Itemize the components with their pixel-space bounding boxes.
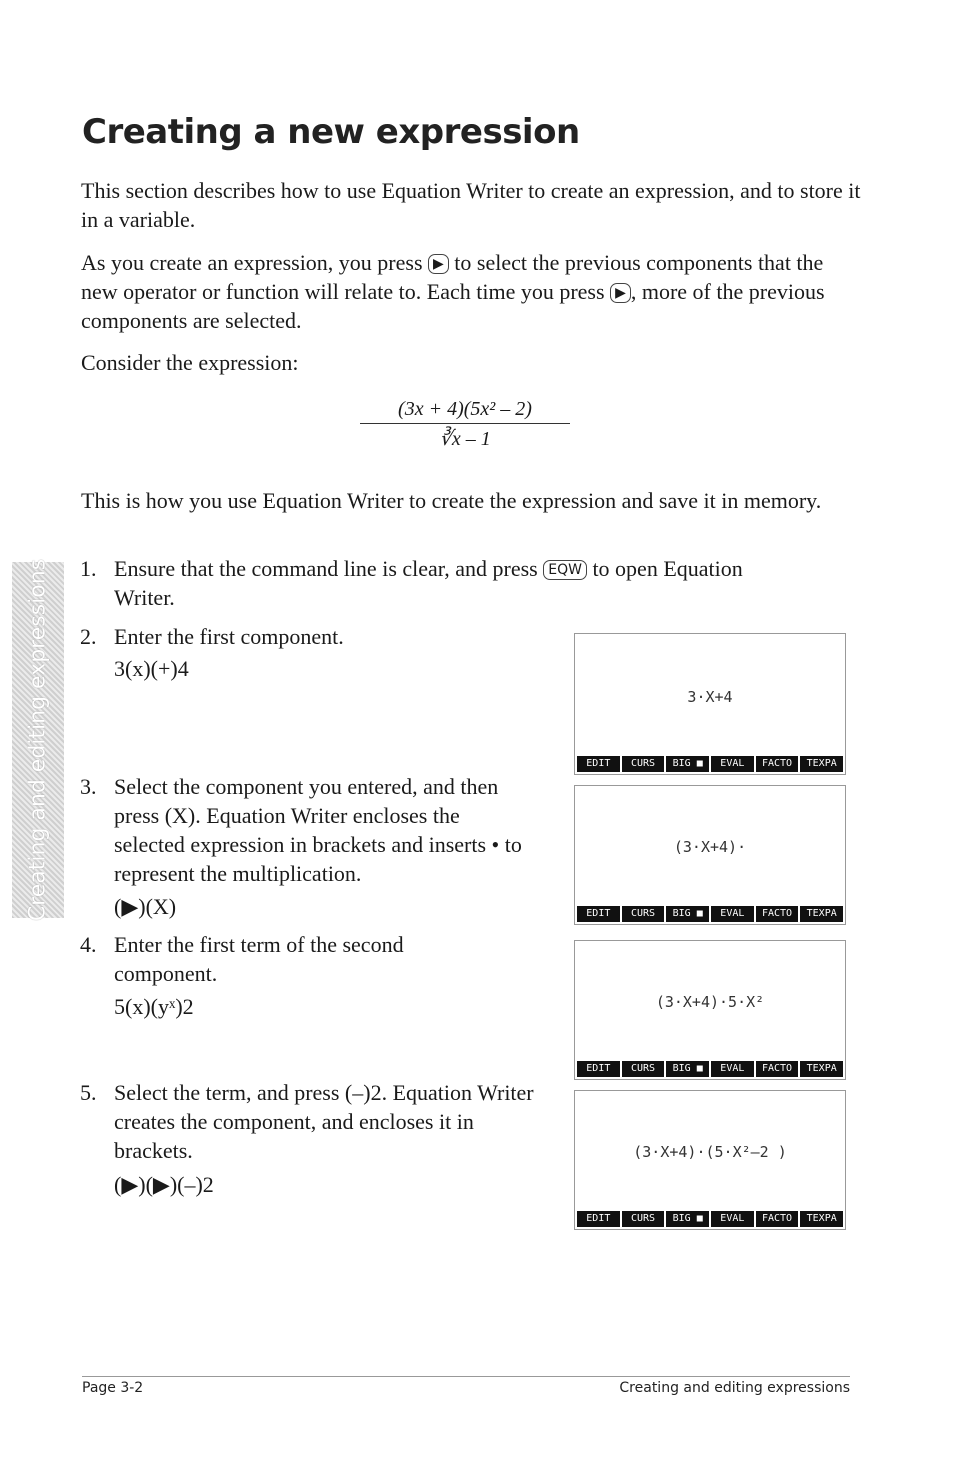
menu-texpa: TEXPA (800, 1211, 843, 1227)
menu-facto: FACTO (756, 756, 799, 772)
side-tab-label: Creating and editing expressions (25, 558, 51, 922)
calculator-screen-3 (574, 940, 846, 1080)
menu-big: BIG ■ (666, 906, 709, 922)
menu-facto: FACTO (756, 1061, 799, 1077)
screen-expression: (3·X+4)·5·X² (655, 993, 765, 1011)
menu-eval: EVAL (711, 1211, 754, 1227)
menu-big: BIG ■ (666, 756, 709, 772)
menu-eval: EVAL (711, 756, 754, 772)
step-2-keystrokes: 3(x)(+)4 (114, 656, 189, 681)
step-2 (80, 622, 540, 651)
step-number: 4. (80, 932, 97, 957)
step-text: Enter the first component. (114, 624, 344, 649)
softkey-menu (577, 1211, 843, 1227)
calculator-screen-1 (574, 633, 846, 775)
menu-big: BIG ■ (666, 1211, 709, 1227)
formula-denominator: ∛x – 1 (439, 428, 491, 450)
right-arrow-key-icon: ▶ (428, 254, 449, 274)
menu-texpa: TEXPA (800, 1061, 843, 1077)
step-number: 2. (80, 624, 97, 649)
para2-after: , more of the previous components are selected. (81, 279, 825, 333)
step-4 (80, 930, 550, 988)
menu-eval: EVAL (711, 906, 754, 922)
chapter-side-tab (12, 558, 64, 922)
step-number: 1. (80, 556, 97, 581)
eqw-key-icon: EQW (543, 560, 587, 580)
step-3-keystrokes: (▶)(X) (114, 894, 177, 919)
right-arrow-key-icon: ▶ (610, 283, 631, 303)
screen-expression: (3·X+4)· (673, 838, 747, 856)
softkey-menu (577, 906, 843, 922)
step-4-keystrokes: 5(x)(yˣ)2 (114, 994, 194, 1019)
step-number: 5. (80, 1080, 97, 1105)
step-number: 3. (80, 774, 97, 799)
howto-paragraph: This is how you use Equation Writer to create the expression and save it in memory. (81, 488, 822, 513)
menu-edit: EDIT (577, 756, 620, 772)
para2-before: As you create an expression, you press (81, 250, 423, 275)
menu-edit: EDIT (577, 1061, 620, 1077)
menu-big: BIG ■ (666, 1061, 709, 1077)
menu-facto: FACTO (756, 906, 799, 922)
menu-texpa: TEXPA (800, 756, 843, 772)
menu-edit: EDIT (577, 906, 620, 922)
footer-rule (82, 1376, 850, 1377)
calculator-screen-2 (574, 785, 846, 925)
calculator-screen-4 (574, 1090, 846, 1230)
menu-facto: FACTO (756, 1211, 799, 1227)
step-text: to open Equation Writer. (114, 556, 743, 610)
step-text: Select the term, and press (–)2. Equation Writer creates the component, and encloses it in brackets. (114, 1080, 534, 1163)
menu-curs: CURS (622, 1211, 665, 1227)
screen-expression: 3·X+4 (687, 688, 733, 706)
menu-texpa: TEXPA (800, 906, 843, 922)
menu-curs: CURS (622, 1061, 665, 1077)
step-text: Select the component you entered, and then press (X). Equation Writer encloses the selected expression in brackets and inserts • to represent the multiplication. (114, 774, 522, 886)
step-5 (80, 1078, 550, 1165)
page-number: Page 3-2 (82, 1380, 144, 1396)
example-formula (360, 398, 570, 451)
para2-middle: to select the previous components that the new operator or function will relate to. Each time you press (81, 250, 824, 304)
screen-expression: (3·X+4)·(5·X²–2 ) (633, 1143, 787, 1161)
menu-edit: EDIT (577, 1211, 620, 1227)
menu-curs: CURS (622, 756, 665, 772)
softkey-menu (577, 756, 843, 772)
formula-numerator: (3x + 4)(5x² – 2) (360, 398, 570, 424)
step-text: Ensure that the command line is clear, and press (114, 556, 538, 581)
consider-paragraph: Consider the expression: (81, 350, 299, 375)
intro-paragraph: This section describes how to use Equation Writer to create an expression, and to store it in a variable. (81, 178, 861, 232)
running-footer-title: Creating and editing expressions (619, 1380, 850, 1396)
menu-eval: EVAL (711, 1061, 754, 1077)
step-3 (80, 772, 550, 888)
step-text: Enter the first term of the second component. (114, 932, 404, 986)
page-title: Creating a new expression (82, 112, 580, 152)
softkey-menu (577, 1061, 843, 1077)
step-5-keystrokes: (▶)(▶)(–)2 (114, 1172, 214, 1197)
select-paragraph (81, 248, 861, 335)
step-1 (80, 554, 780, 612)
menu-curs: CURS (622, 906, 665, 922)
